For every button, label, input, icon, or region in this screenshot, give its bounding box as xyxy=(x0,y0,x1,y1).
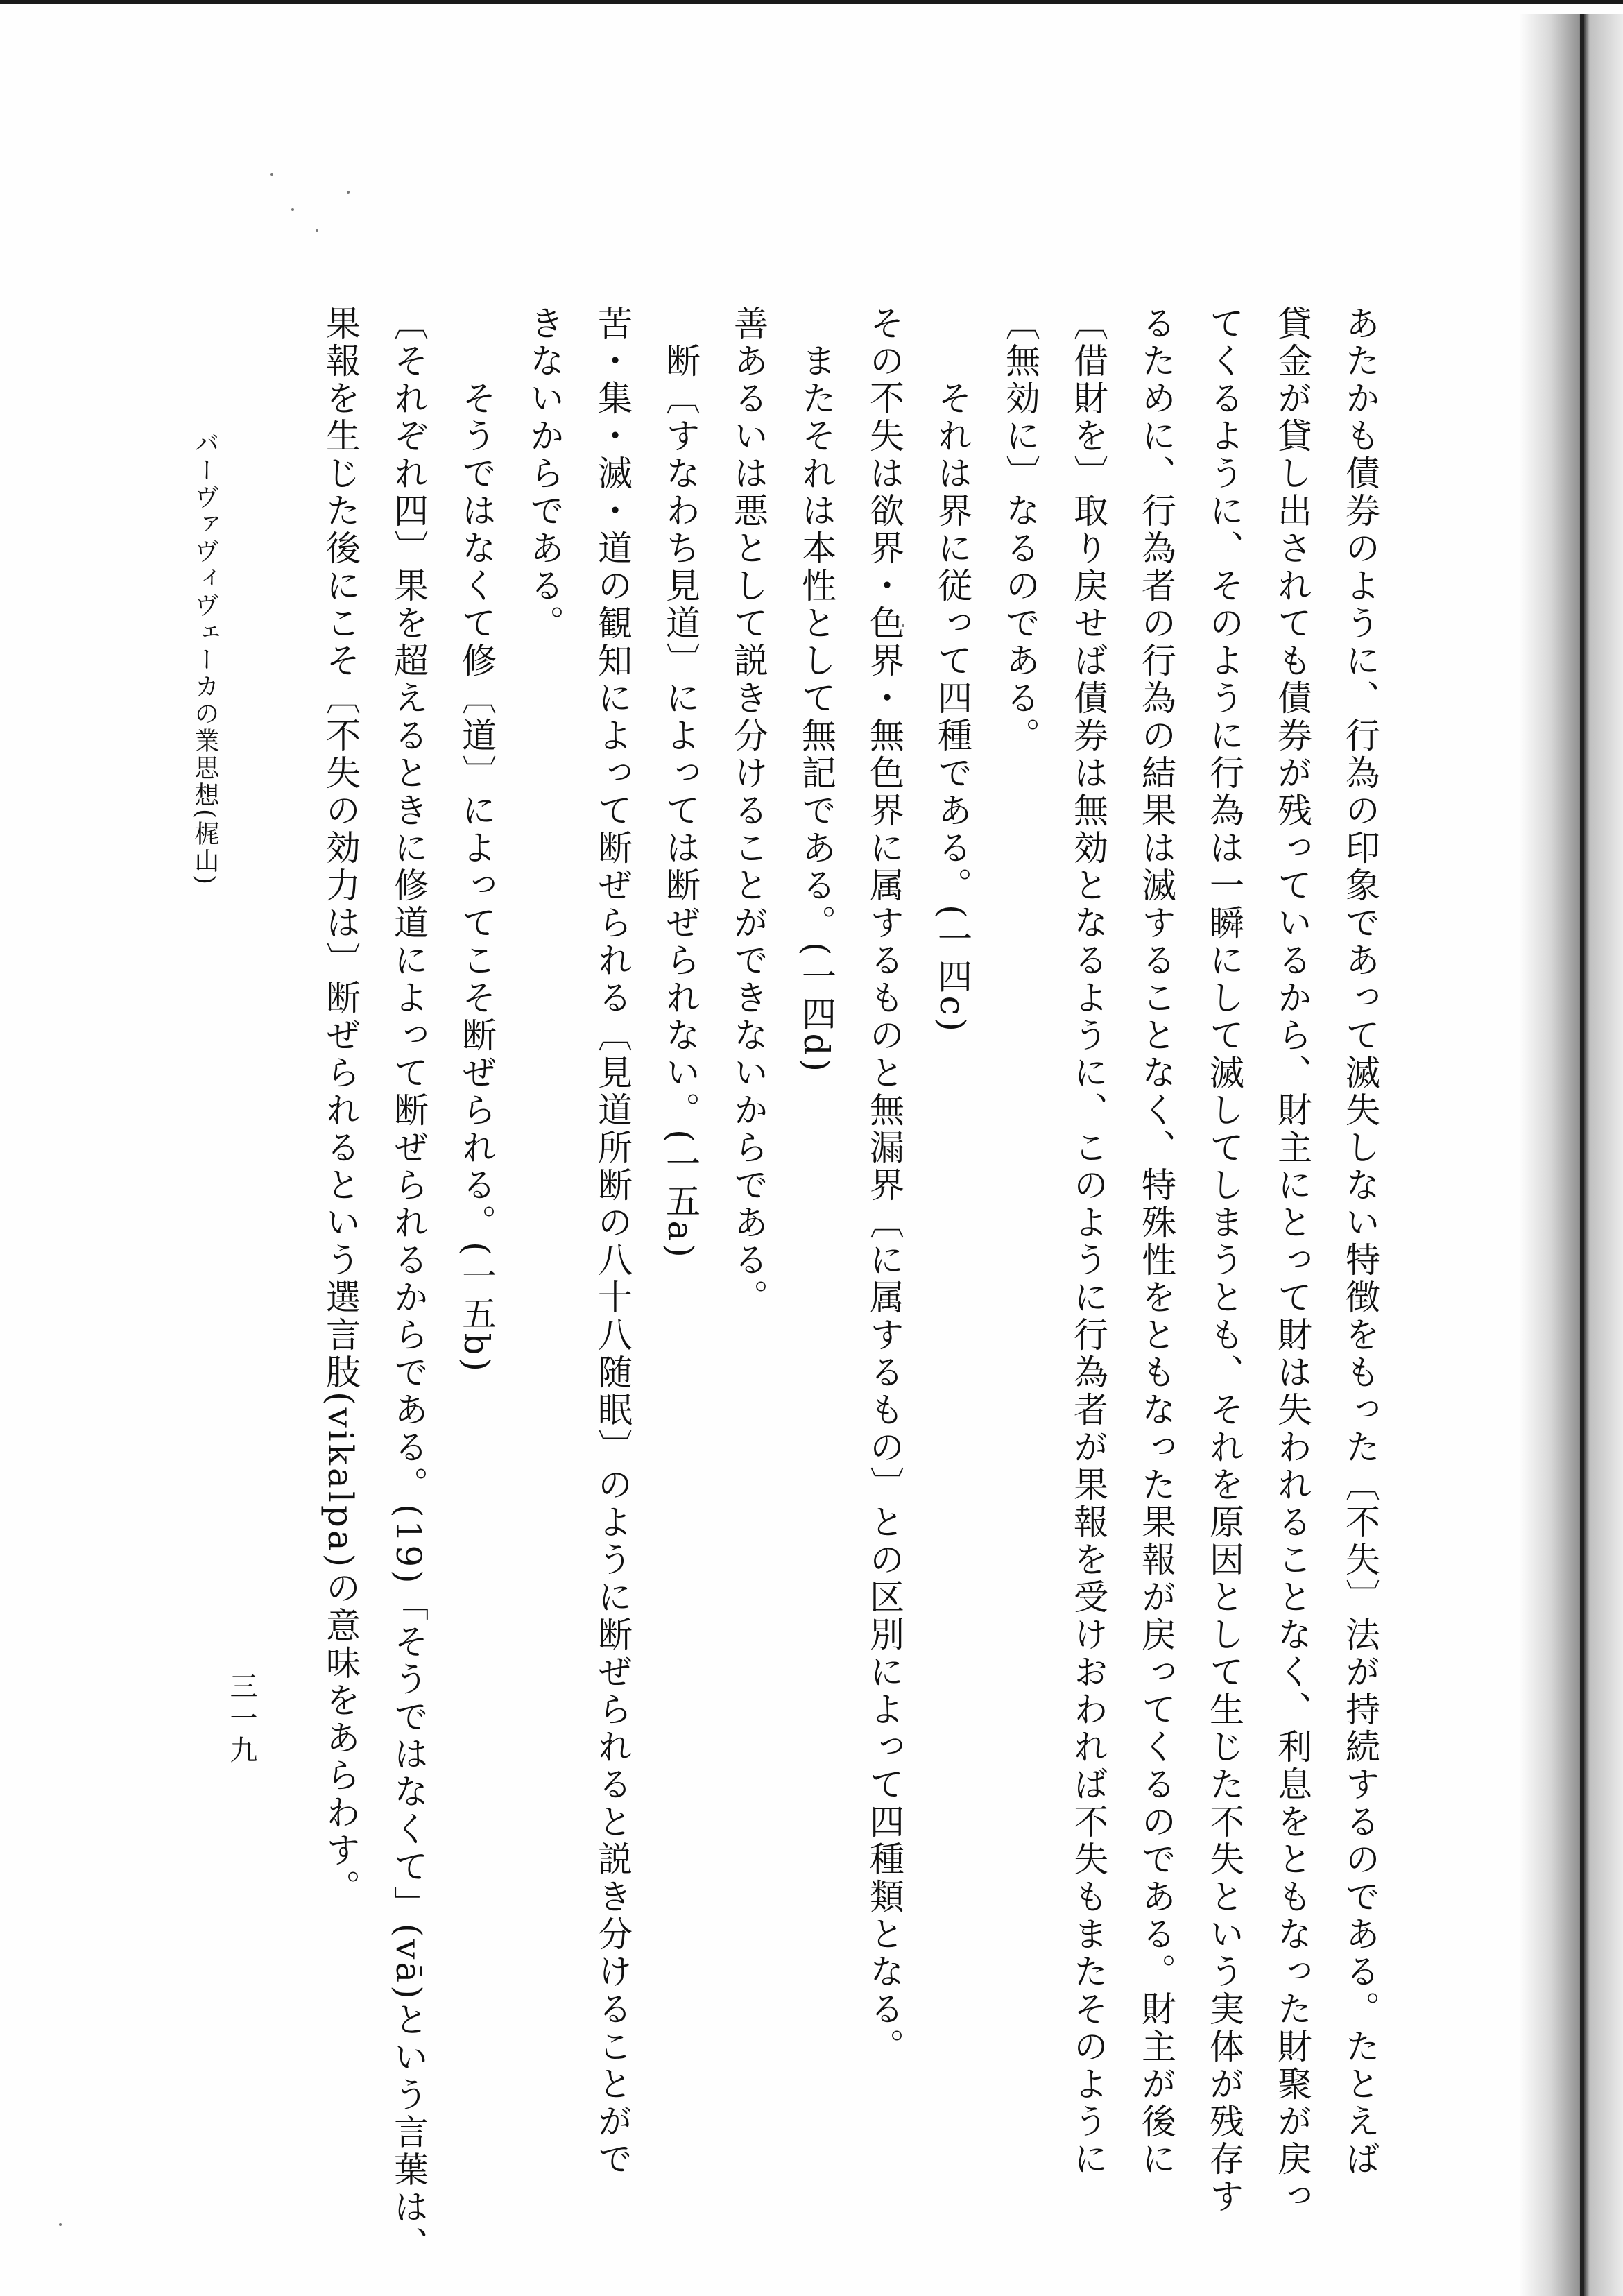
text-line: 苦・集・滅・道の観知によって断ぜられる〔見道所断の八十八随眠〕のように断ぜられると説き分けることがで xyxy=(592,305,633,2178)
text-line: あたかも債券のように、行為の印象であって滅失しない特徴をもった〔不失〕法が持続するのである。たとえば xyxy=(1340,305,1380,2178)
text-line: 善あるいは悪として説き分けることができないからである。 xyxy=(728,305,768,1317)
running-title: バーヴァヴィヴェーカの業思想(梶山) xyxy=(191,430,219,887)
verse-line: そうではなくて修〔道〕によってこそ断ぜられる。(一五b) xyxy=(456,380,497,1375)
text-line: 〔それぞれ四〕果を超えるときに修道によって断ぜられるからである。(19)「そうではなくて」(vā)という言葉は、 xyxy=(388,305,429,2264)
text-line: 果報を生じた後にこそ〔不失の効力は〕断ぜられるという選言肢(vikalpa)の意味をあらわす。 xyxy=(320,305,361,1908)
text-line: その不失は欲界・色界・無色界に属するものと無漏界〔に属するもの〕との区別によって四種類となる。 xyxy=(864,305,904,2066)
verse-line: またそれは本性として無記である。(一四d) xyxy=(796,343,836,1075)
scan-speck xyxy=(270,173,273,176)
text-line: 〔借財を〕取り戻せば債券は無効となるように、このように行為者が果報を受けおわれば不失もまたそのように xyxy=(1068,305,1108,2178)
text-line: きないからである。 xyxy=(524,305,565,642)
page-number: 三一九 xyxy=(225,1672,257,1767)
scan-speck xyxy=(347,191,350,194)
text-line: 貸金が貸し出されても債券が残っているから、財主にとって財は失われることなく、利息をともなった財聚が戻っ xyxy=(1272,305,1312,2216)
verse-line: 断〔すなわち見道〕によっては断ぜられない。(一五a) xyxy=(660,343,701,1260)
scan-speck xyxy=(59,2223,62,2226)
body-text xyxy=(307,305,1394,2264)
text-line: るために、行為者の行為の結果は滅することなく、特殊性をともなった果報が戻ってくるのである。財主が後に xyxy=(1136,305,1176,2178)
scan-speck xyxy=(291,208,294,211)
binding-shadow xyxy=(1519,14,1623,2296)
verse-line: それは界に従って四種である。(一四c) xyxy=(932,380,972,1035)
top-rule xyxy=(0,0,1623,4)
text-line: てくるように、そのように行為は一瞬にして滅してしまうとも、それを原因として生じた不失という実体が残存す xyxy=(1204,305,1244,2216)
scan-speck xyxy=(316,229,318,232)
binding-edge xyxy=(1580,14,1584,2296)
text-line: 〔無効に〕なるのである。 xyxy=(1000,305,1040,755)
